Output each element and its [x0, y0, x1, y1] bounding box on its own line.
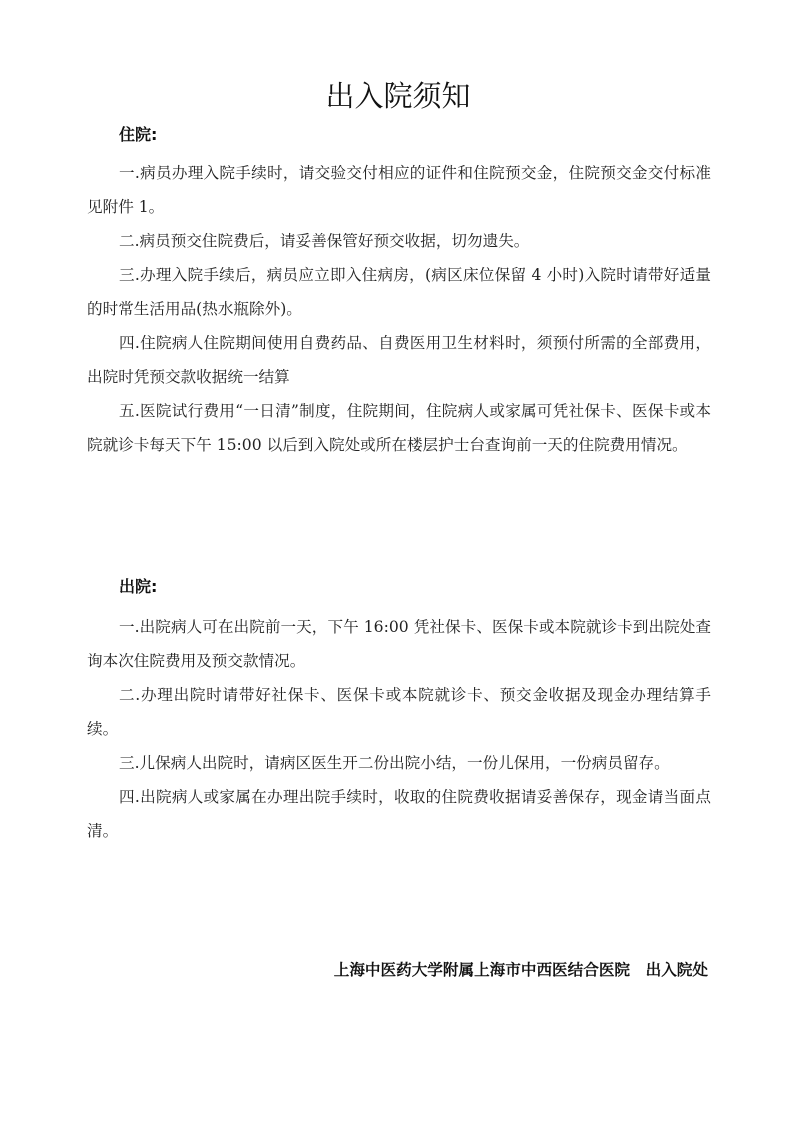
discharge-heading: 出院:: [119, 577, 158, 596]
inpatient-paragraph-1: 一.病员办理入院手续时，请交验交付相应的证件和住院预交金，住院预交金交付标准见附件 1。: [87, 164, 711, 216]
inpatient-paragraph-4: 四.住院病人住院期间使用自费药品、自费医用卫生材料时，须预付所需的全部费用，出院时凭预交款收据统一结算: [87, 334, 711, 386]
inpatient-heading: 住院:: [119, 125, 158, 144]
inpatient-paragraph-5: 五.医院试行费用“一日清”制度，住院期间，住院病人或家属可凭社保卡、医保卡或本院就诊卡每天下午 15:00 以后到入院处或所在楼层护士台查询前一天的住院费用情况。: [87, 402, 711, 454]
inpatient-paragraph-2: 二.病员预交住院费后，请妥善保管好预交收据，切勿遗失。: [119, 232, 530, 250]
discharge-paragraph-3: 三.儿保病人出院时，请病区医生开二份出院小结，一份儿保用，一份病员留存。: [119, 754, 670, 772]
discharge-paragraph-1: 一.出院病人可在出院前一天，下午 16:00 凭社保卡、医保卡或本院就诊卡到出院处查询本次住院费用及预交款情况。: [87, 618, 711, 670]
document-title: 出入院须知: [325, 79, 471, 113]
inpatient-paragraph-3: 三.办理入院手续后，病员应立即入住病房，(病区床位保留 4 小时)入院时请带好适量的时常生活用品(热水瓶除外)。: [87, 266, 711, 318]
discharge-paragraph-4: 四.出院病人或家属在办理出院手续时，收取的住院费收据请妥善保存，现金请当面点清。: [87, 788, 711, 840]
discharge-paragraph-2: 二.办理出院时请带好社保卡、医保卡或本院就诊卡、预交金收据及现金办理结算手续。: [87, 686, 711, 738]
hospital-signature: 上海中医药大学附属上海市中西医结合医院 出入院处: [333, 961, 708, 979]
inpatient-section: [87, 124, 711, 462]
discharge-section: [87, 576, 711, 848]
